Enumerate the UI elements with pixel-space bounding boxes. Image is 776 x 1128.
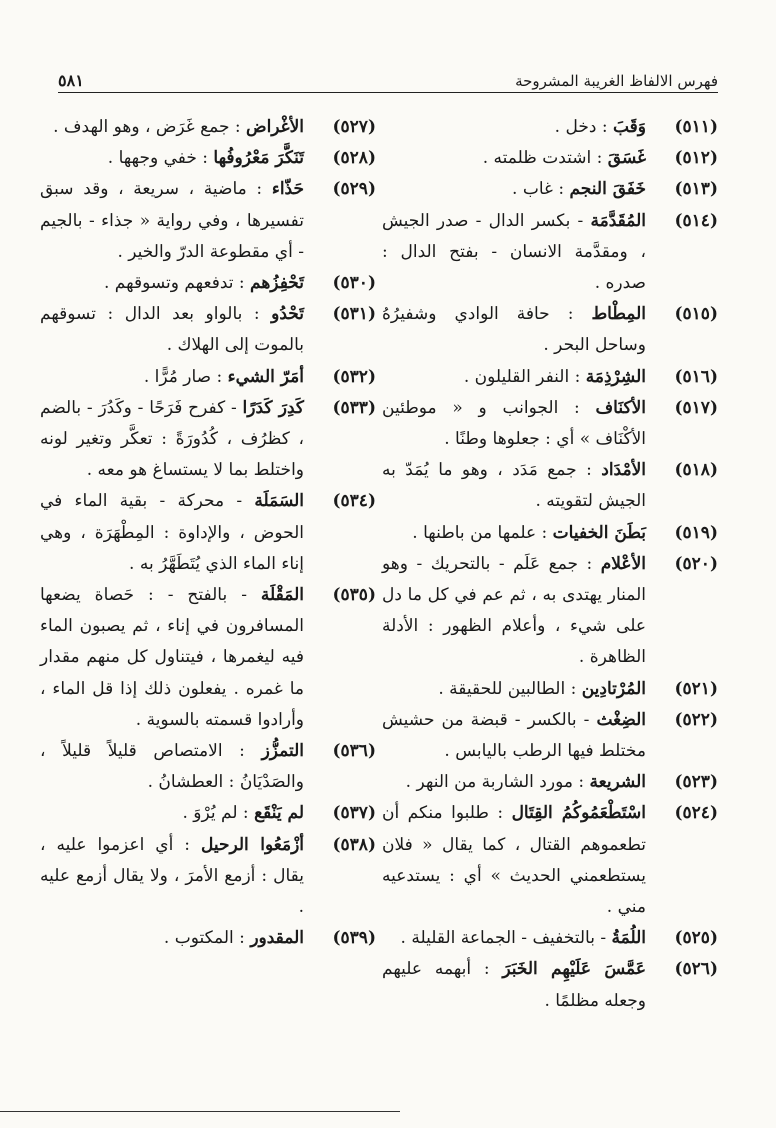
glossary-entry (40, 798, 376, 829)
entry-term: أزْمَعُوا الرحيل (200, 834, 305, 855)
entry-term: تَحْدُو (271, 304, 304, 325)
page-number: ٥٨١ (58, 71, 84, 90)
entry-definition: : طلبوا منكم أن تطعموهم القتال ، كما يقال « فلان يستطعمني الحديث » أي : يستدعيه مني . (382, 803, 646, 918)
entry-text (40, 830, 304, 924)
entry-definition: : الطالبين للحقيقة . (438, 678, 577, 699)
glossary-entry (382, 549, 718, 674)
header-rule (58, 92, 718, 93)
glossary-entry (382, 923, 718, 954)
entry-text (40, 143, 304, 174)
glossary-entry (40, 143, 376, 174)
entry-definition: : أبهمه عليهم وجعله مظلمًا . (382, 959, 646, 1011)
entry-number: (٥١٥) (674, 304, 718, 325)
entry-text (40, 798, 304, 829)
entry-term: اسْتَطْعَمُوكُمُ القِتَال (511, 803, 646, 824)
glossary-entry (382, 299, 718, 361)
entry-term: المَقْلَة (260, 585, 304, 606)
entry-definition: : جمع عَلَم - بالتحريك - وهو المنار يهتدى به ، ثم عم في كل ما دل على شيء ، وأعلام الظهور : الأدلة الظاهرة . (382, 553, 646, 668)
glossary-entry (382, 393, 718, 455)
glossary-entry (382, 174, 718, 205)
entry-text (40, 736, 304, 798)
entry-text (382, 112, 646, 143)
glossary-entry (40, 580, 376, 736)
entry-text (382, 393, 646, 455)
entry-text (382, 143, 646, 174)
entry-text (382, 923, 646, 954)
entry-term: وَقَبَ (612, 117, 646, 137)
entry-text (40, 174, 304, 268)
glossary-entry (40, 830, 376, 924)
entry-number: (٥٣٥) (332, 585, 376, 606)
entry-number: (٥١٨) (674, 460, 718, 481)
entry-number: (٥١١) (674, 117, 718, 137)
entry-definition: : جمع غَرَض ، وهو الهدف . (53, 117, 241, 137)
entry-number: (٥٢٠) (674, 553, 718, 574)
entry-text (382, 455, 646, 517)
entry-number: (٥١٩) (674, 522, 718, 543)
entry-definition: : بالواو بعد الدال : تسوقهم بالموت إلى الهلاك . (40, 304, 304, 356)
glossary-entry (40, 299, 376, 361)
entry-text (382, 174, 646, 205)
entry-definition: : ماضية ، سريعة ، وقد سبق تفسيرها ، وفي رواية « جذاء - بالجيم - أي مقطوعة الدرّ والخير . (40, 179, 304, 262)
entry-definition: : غاب . (512, 179, 565, 200)
entry-term: الأعْلام (600, 553, 646, 574)
glossary-entry (40, 112, 376, 143)
entry-text (40, 112, 304, 143)
entry-number: (٥٢١) (674, 678, 718, 699)
entry-term: المُقَدَّمَة (590, 210, 646, 231)
entry-definition: - محركة - بقية الماء في الحوض ، والإداوة : المِطْهَرَة ، وهي إناء الماء الذي يُتَطَهَّرُ به . (40, 491, 304, 574)
entry-term: أمَرّ الشيء (227, 366, 304, 387)
entry-number: (٥٢٧) (332, 117, 376, 137)
entry-term: السَمَلَة (254, 491, 305, 512)
entry-term: غَسَقَ (607, 148, 646, 169)
entry-definition: : أي اعزموا عليه ، يقال : أزمع الأمرَ ، ولا يقال أزمع عليه . (40, 834, 304, 918)
entry-text (382, 705, 646, 767)
entry-number: (٥٣٣) (332, 397, 376, 418)
page-header (58, 64, 718, 90)
glossary-entry (382, 455, 718, 517)
entry-term: المقدور (250, 928, 304, 949)
entry-term: اللُمَةُ (611, 928, 646, 949)
entry-term: المِطْاط (591, 304, 647, 325)
entry-text (40, 486, 304, 580)
entry-number: (٥٣٧) (332, 803, 376, 824)
entry-definition: : النفر القليلون . (463, 366, 581, 387)
entry-number: (٥١٣) (674, 179, 718, 200)
entry-text (40, 268, 304, 299)
entry-definition: : دخل . (554, 117, 608, 137)
entry-definition: - كفرح فَرَحًا - وكَدُرَ - بالضم ، كظرُف ، كُدُورَةً : تعكَّر وتغير لونه واختلط بما لا يستساغ هو معه . (40, 397, 304, 481)
entry-term: لم يَنْقَع (254, 803, 304, 824)
glossary-entry (40, 268, 376, 299)
entry-term: تَنَكَّرَ مَعْرُوفُها (213, 148, 304, 169)
entry-definition: - بكسر الدال - صدر الجيش ، ومقدَّمة الانسان - بفتح الدال : صدره . (382, 210, 646, 294)
entry-text (382, 767, 646, 798)
entry-text (382, 299, 646, 361)
entry-term: الأغْراض (246, 117, 304, 137)
glossary-entry (40, 923, 376, 954)
entry-text (382, 798, 646, 923)
glossary-entry (382, 112, 718, 143)
entry-number: (٥٣٨) (332, 834, 376, 855)
entry-definition: - بالكسر - قبضة من حشيش مختلط فيها الرطب باليابس . (382, 709, 646, 762)
entry-text (40, 923, 304, 954)
entry-definition: : اشتدت ظلمته . (482, 148, 603, 169)
left-column (40, 112, 376, 954)
glossary-entry (382, 954, 718, 1016)
glossary-entry (40, 362, 376, 393)
glossary-entry (382, 767, 718, 798)
running-title: فهرس الالفاظ الغريبة المشروحة (515, 72, 718, 90)
entry-number: (٥٣٩) (332, 928, 376, 949)
entry-definition: : جمع مَدَد ، وهو ما يُمَدّ به الجيش لتقويته . (382, 460, 646, 512)
entry-definition: : الامتصاص قليلاً قليلاً ، والصَدْيَانُ : العطشانُ . (40, 741, 304, 793)
entry-term: المُرْتادِين (581, 678, 646, 699)
entry-text (382, 549, 646, 674)
entry-number: (٥٢٢) (674, 709, 718, 730)
entry-definition: : حافة الوادي وشفيرُهُ وساحل البحر . (382, 304, 646, 356)
entry-number: (٥٢٥) (674, 928, 718, 949)
entry-term: عَمَّسَ عَلَيْهِم الخَبَرَ (502, 959, 647, 980)
entry-number: (٥٢٤) (674, 803, 718, 824)
glossary-entry (40, 486, 376, 580)
glossary-entry (40, 174, 376, 268)
entry-number: (٥٢٦) (674, 959, 718, 980)
entry-number: (٥٢٨) (332, 148, 376, 169)
entry-definition: : علمها من باطنها . (412, 522, 548, 543)
entry-number: (٥٣٠) (332, 273, 376, 294)
entry-term: التمزُّز (261, 741, 305, 762)
entry-number: (٥٣١) (332, 304, 376, 325)
entry-term: الشريعة (589, 772, 646, 793)
glossary-entry (40, 393, 376, 487)
entry-term: كَدِرَ كَدَرًا (242, 397, 305, 418)
entry-term: خَفَقَ النجم (569, 179, 646, 200)
entry-text (40, 393, 304, 487)
entry-definition: : المكتوب . (163, 928, 245, 949)
entry-text (40, 362, 304, 393)
entry-term: الشِرْذِمَة (585, 366, 646, 387)
glossary-entry (382, 206, 718, 300)
glossary-entry (382, 705, 718, 767)
entry-number: (٥٢٣) (674, 772, 718, 793)
entry-term: الضِغْث (596, 709, 647, 730)
glossary-entry (40, 736, 376, 798)
entry-text (382, 518, 646, 549)
glossary-entry (382, 798, 718, 923)
entry-definition: - بالتخفيف - الجماعة القليلة . (400, 928, 607, 949)
entry-number: (٥٢٩) (332, 179, 376, 200)
entry-number: (٥٣٢) (332, 366, 376, 387)
entry-text (382, 954, 646, 1016)
entry-number: (٥٣٦) (332, 741, 376, 762)
entry-definition: : لم يُرْوَ . (182, 803, 249, 824)
entry-definition: : الجوانب و « موطئين الأكْنَاف » أي : جعلوها وطنًا . (382, 397, 646, 450)
entry-number: (٥١٧) (674, 397, 718, 418)
glossary-entry (382, 143, 718, 174)
entry-number: (٥٣٤) (332, 491, 376, 512)
entry-definition: : مورد الشاربة من النهر . (405, 772, 585, 793)
glossary-entry (382, 674, 718, 705)
entry-number: (٥١٢) (674, 148, 718, 169)
entry-text (382, 362, 646, 393)
entry-definition: : تدفعهم وتسوقهم . (103, 273, 245, 294)
entry-term: الأمْدَاد (601, 460, 646, 481)
entry-term: الأكنَاف (595, 397, 646, 418)
entry-text (382, 674, 646, 705)
entry-number: (٥١٤) (674, 210, 718, 231)
entry-number: (٥١٦) (674, 366, 718, 387)
entry-definition: - بالفتح - : حَصاة يضعها المسافرون في إناء ، ثم يصبون الماء فيه ليغمرها ، فيتناول كل منهم مقدار ما غمره . يفعلون ذلك إذا قل الماء ، وأرادوا قسمته بالسوية . (40, 585, 304, 730)
entry-term: حَذّاء (271, 179, 304, 200)
entry-text (40, 299, 304, 361)
glossary-entry (382, 518, 718, 549)
entry-text (40, 580, 304, 736)
entry-term: بَطَنَ الخفيات (552, 522, 646, 543)
entry-text (382, 206, 646, 300)
entry-definition: : خفي وجهها . (107, 148, 208, 169)
footer-rule (0, 1111, 400, 1112)
glossary-entry (382, 362, 718, 393)
entry-term: تَحْفِزُهم (250, 273, 304, 294)
entry-definition: : صار مُرًّا . (143, 366, 223, 387)
right-column (382, 112, 718, 1017)
